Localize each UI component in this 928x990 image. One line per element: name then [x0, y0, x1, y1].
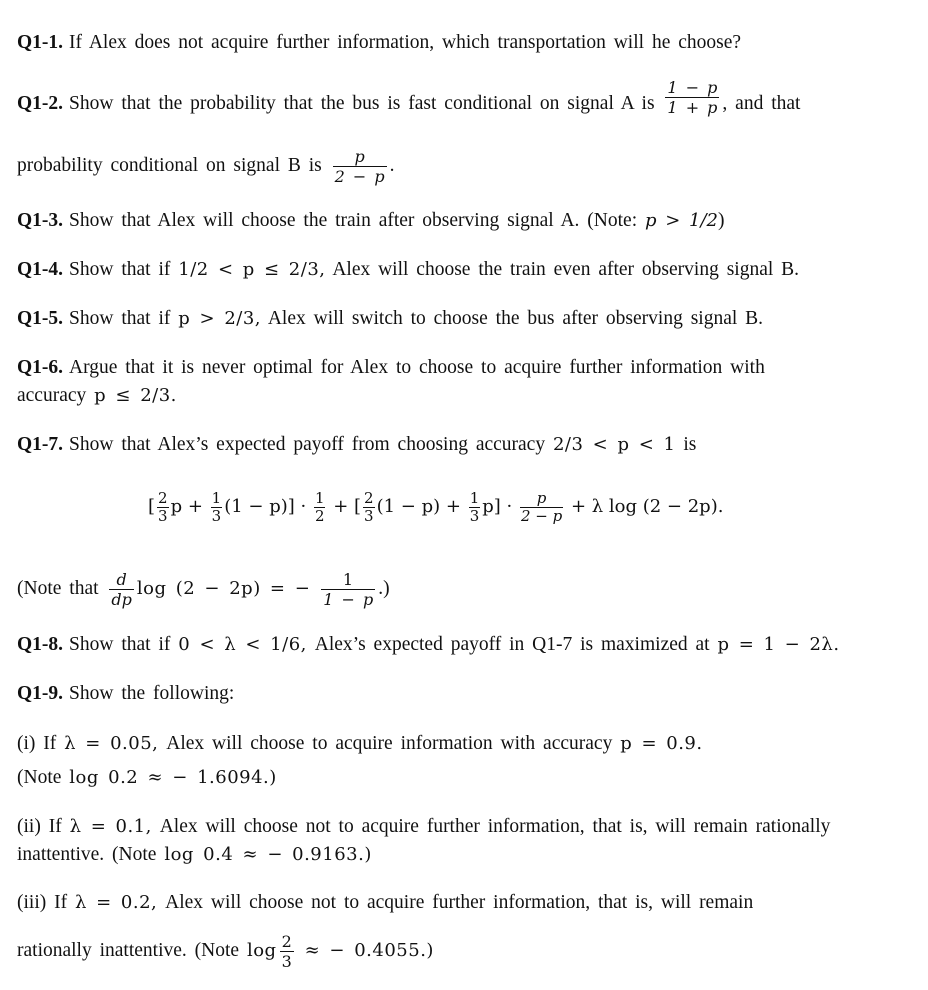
math-inline: p = 0.9. [620, 733, 703, 754]
formula-term: (1 − p)] · [224, 496, 307, 517]
question-text: Alex will choose to acquire information with accuracy [166, 733, 613, 754]
formula-fraction: $\frac{1}{3}$ [211, 488, 222, 525]
question-text: Alex will choose not to acquire further information, that is, will remain [165, 892, 754, 913]
question-text: Alex will choose not to acquire further information, that is, will remain rationally [159, 816, 831, 837]
math-inline: p = 1 − 2λ. [717, 634, 840, 655]
question-text: Alex will switch to choose the bus after observing signal B. [267, 308, 764, 329]
note-math: log [246, 939, 277, 961]
q1-9-line [17, 682, 234, 706]
question-text: If Alex does not acquire further information, which transportation will he choose? [69, 32, 742, 53]
sub-item-label: (i) If [17, 733, 57, 754]
note-text: .) [378, 577, 390, 599]
note-text: rationally inattentive. (Note [17, 939, 240, 961]
math-inline: 1/2 < p ≤ 2/3, [178, 259, 326, 280]
math-inline: p > 2/3, [178, 308, 262, 329]
note-math: ≈ − 0.4055.) [304, 939, 434, 961]
note-fraction: $\frac{2}{3}$ [281, 932, 292, 971]
question-text: Show that Alex will choose the train after observing signal A. (Note: [69, 210, 638, 231]
q1-3-line [17, 209, 725, 233]
note-text: (Note [17, 767, 62, 788]
note-fraction: $\frac{1}{1 - p}$ [323, 570, 374, 609]
q1-6-line-1 [17, 356, 765, 380]
q1-5-line [17, 307, 763, 331]
q1-1-line [17, 31, 741, 55]
question-id: Q1-6. [17, 357, 64, 378]
question-text: Alex’s expected payoff in Q1-7 is maximized at [314, 634, 710, 655]
question-text: accuracy [17, 385, 87, 406]
question-text: Argue that it is never optimal for Alex to choose to acquire further information with [69, 357, 765, 378]
question-id: Q1-5. [17, 308, 64, 329]
formula-fraction: $\frac{2}{3}$ [364, 488, 374, 525]
expected-payoff-formula [148, 487, 723, 527]
question-text: Show the following: [69, 683, 235, 704]
text-tail: is [683, 434, 697, 455]
formula-term: p + [170, 496, 203, 517]
question-id: Q1-9. [17, 683, 64, 704]
q1-7-note [17, 570, 390, 609]
math-inline: λ = 0.2, [74, 892, 158, 913]
math-inline: p ≤ 2/3. [94, 385, 177, 406]
formula-fraction: $\frac{1}{3}$ [469, 488, 480, 525]
math-inline: λ = 0.05, [64, 733, 159, 754]
question-text: Show that if [69, 308, 171, 329]
q1-7-line [17, 433, 696, 457]
fraction-given-b: $\frac{p}{2 - p}$ [334, 147, 385, 186]
text-tail: ) [718, 210, 725, 231]
derivative-operator: $\frac{d}{dp}$ [111, 570, 132, 609]
question-id: Q1-2. [17, 93, 64, 114]
fraction-bus-fast-given-a: $\frac{1 - p}{1 + p}$ [667, 78, 718, 118]
math-inline: p > 1/2 [644, 210, 719, 231]
q1-9-i-line-1 [17, 732, 703, 756]
text-tail: , and that [722, 93, 801, 114]
q1-9-i-line-2 [17, 766, 277, 790]
formula-term: (1 − p) + [376, 496, 461, 517]
q1-6-line-2 [17, 384, 177, 408]
q1-9-iii-line-2 [17, 932, 434, 971]
formula-bracket: [ [148, 496, 156, 517]
question-id: Q1-7. [17, 434, 64, 455]
question-text: Show that Alex’s expected payoff from choosing accuracy [69, 434, 546, 455]
math-inline: 0 < λ < 1/6, [178, 634, 307, 655]
q1-4-line [17, 258, 799, 282]
q1-9-ii-line-1 [17, 815, 830, 839]
formula-fraction: $\frac{2}{3}$ [158, 488, 168, 525]
question-id: Q1-8. [17, 634, 64, 655]
q1-2-line-1 [17, 78, 801, 118]
q1-8-line [17, 633, 840, 657]
q1-9-iii-line-1 [17, 891, 753, 915]
formula-fraction: $\frac{p}{2 - p}$ [520, 488, 563, 525]
sub-item-label: (ii) If [17, 816, 62, 837]
note-text: inattentive. (Note [17, 844, 157, 865]
math-inline: 2/3 < p < 1 [552, 434, 676, 455]
formula-term: + λ log (2 − 2p). [570, 496, 724, 517]
note-math: log 0.2 ≈ − 1.6094.) [69, 767, 277, 788]
formula-term: p] · [482, 496, 513, 517]
question-id: Q1-1. [17, 32, 64, 53]
note-math: log 0.4 ≈ − 0.9163.) [164, 844, 372, 865]
question-text: Show that if [69, 259, 171, 280]
question-id: Q1-3. [17, 210, 64, 231]
q1-2-line-2 [17, 147, 395, 186]
question-text: Alex will choose the train even after observing signal B. [332, 259, 800, 280]
note-math: log (2 − 2p) = − [136, 577, 311, 599]
question-text: Show that if [69, 634, 171, 655]
q1-9-ii-line-2 [17, 843, 372, 867]
question-text: probability conditional on signal B is [17, 154, 322, 176]
text-tail: . [389, 154, 395, 176]
math-inline: λ = 0.1, [69, 816, 152, 837]
question-id: Q1-4. [17, 259, 64, 280]
formula-term: + [ [333, 496, 362, 517]
formula-fraction: $\frac{1}{2}$ [314, 488, 325, 525]
sub-item-label: (iii) If [17, 892, 68, 913]
question-text: Show that the probability that the bus is fast conditional on signal A is [69, 93, 655, 114]
note-text: (Note that [17, 577, 99, 599]
